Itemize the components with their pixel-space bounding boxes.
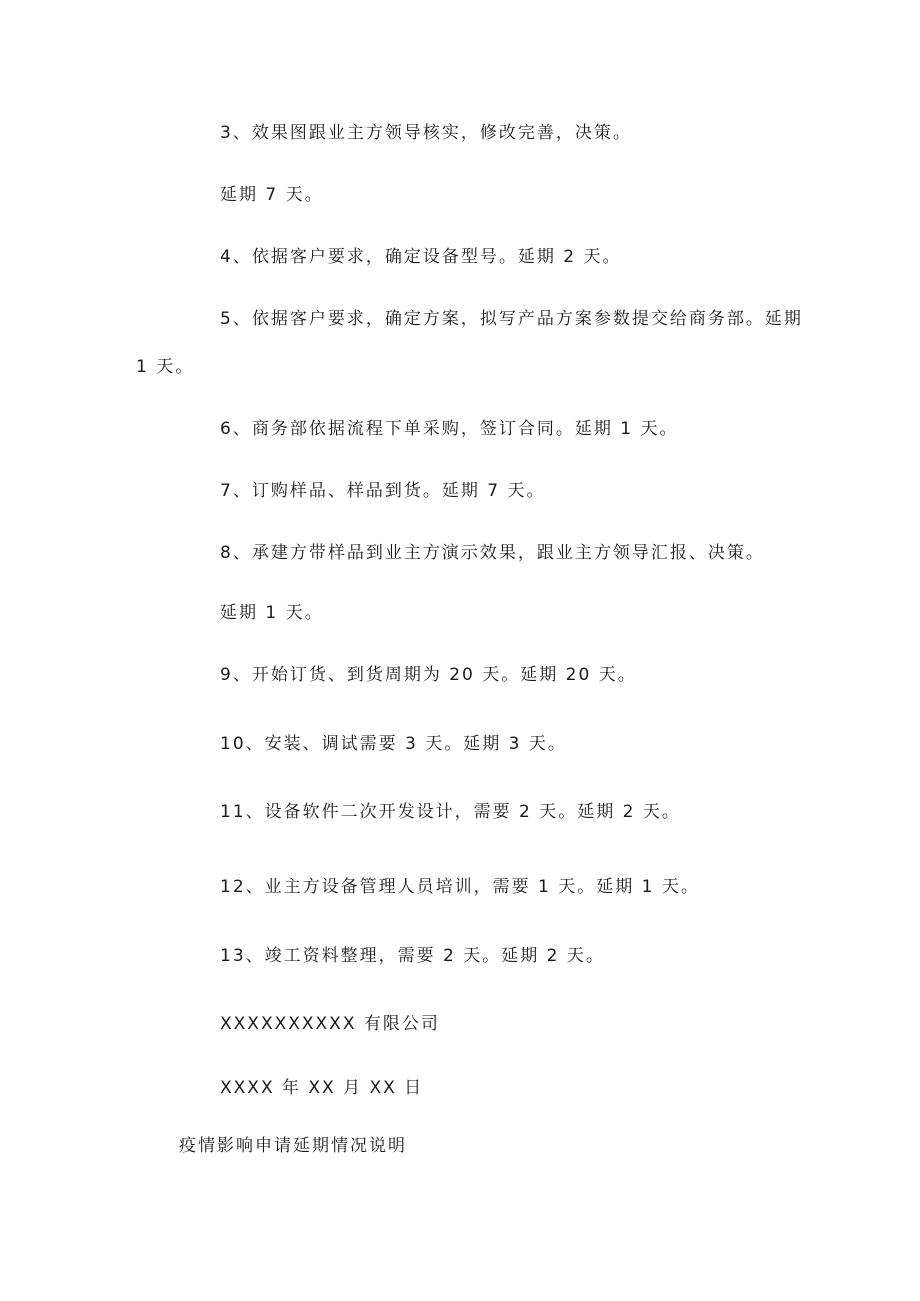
next-section-title: 疫情影响申请延期情况说明 xyxy=(179,1136,407,1156)
step-6-text: 6、商务部依据流程下单采购，签订合同。延期 1 天。 xyxy=(220,419,679,439)
company-name: XXXXXXXXXX 有限公司 xyxy=(220,1014,440,1034)
step-9-text: 9、开始订货、到货周期为 20 天。延期 20 天。 xyxy=(220,665,637,685)
step-10-text: 10、安装、调试需要 3 天。延期 3 天。 xyxy=(220,734,567,754)
step-5-continuation: 1 天。 xyxy=(136,357,195,377)
step-5-text: 5、依据客户要求，确定方案，拟写产品方案参数提交给商务部。延期 xyxy=(220,309,803,329)
step-11-text: 11、设备软件二次开发设计，需要 2 天。延期 2 天。 xyxy=(220,802,681,822)
step-3-delay: 延期 7 天。 xyxy=(220,185,324,205)
step-13-text: 13、竣工资料整理，需要 2 天。延期 2 天。 xyxy=(220,946,605,966)
step-12-text: 12、业主方设备管理人员培训，需要 1 天。延期 1 天。 xyxy=(220,877,700,897)
step-8-text: 8、承建方带样品到业主方演示效果，跟业主方领导汇报、决策。 xyxy=(220,543,765,563)
step-4-text: 4、依据客户要求，确定设备型号。延期 2 天。 xyxy=(220,247,622,267)
step-7-text: 7、订购样品、样品到货。延期 7 天。 xyxy=(220,481,546,501)
step-3-text: 3、效果图跟业主方领导核实，修改完善，决策。 xyxy=(220,123,632,143)
signature-date: XXXX 年 XX 月 XX 日 xyxy=(220,1078,424,1098)
step-8-delay: 延期 1 天。 xyxy=(220,603,324,623)
